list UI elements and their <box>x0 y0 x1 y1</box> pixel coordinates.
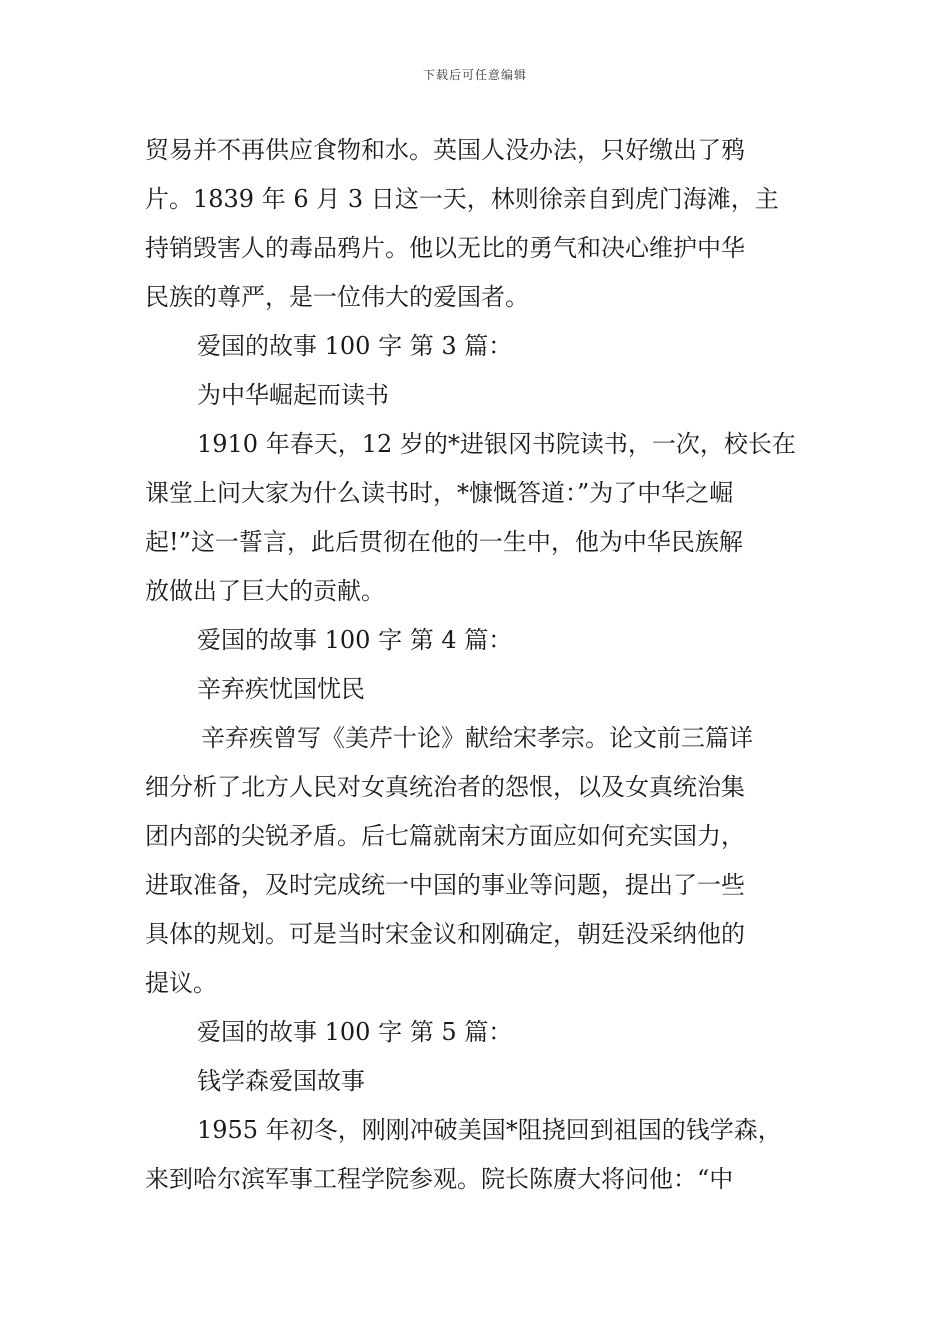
section-heading: 爱国的故事 100 字 第 4 篇： <box>197 626 513 654</box>
story-title: 为中华崛起而读书 <box>197 381 389 409</box>
paragraph-line: 1910 年春天，12 岁的*进银冈书院读书，一次，校长在 <box>197 430 796 458</box>
paragraph-line: 民族的尊严，是一位伟大的爱国者。 <box>145 283 529 311</box>
paragraph-line: 持销毁害人的毒品鸦片。他以无比的勇气和决心维护中华 <box>145 234 745 262</box>
paragraph-line: 1955 年初冬，刚刚冲破美国*阻挠回到祖国的钱学森， <box>197 1116 782 1144</box>
paragraph-line: 提议。 <box>145 969 217 997</box>
paragraph-line: 具体的规划。可是当时宋金议和刚确定，朝廷没采纳他的 <box>145 920 745 948</box>
paragraph-line: 辛弃疾曾写《美芹十论》献给宋孝宗。论文前三篇详 <box>201 724 753 752</box>
story-title: 钱学森爱国故事 <box>197 1067 365 1095</box>
paragraph-line: 进取准备，及时完成统一中国的事业等问题，提出了一些 <box>145 871 745 899</box>
paragraph-line: 起!”这一誓言，此后贯彻在他的一生中，他为中华民族解 <box>145 528 743 556</box>
section-heading: 爱国的故事 100 字 第 5 篇： <box>197 1018 513 1046</box>
paragraph-line: 贸易并不再供应食物和水。英国人没办法，只好缴出了鸦 <box>145 136 745 164</box>
paragraph-line: 放做出了巨大的贡献。 <box>145 577 385 605</box>
paragraph-line: 来到哈尔滨军事工程学院参观。院长陈赓大将问他：“中 <box>145 1165 734 1193</box>
paragraph-line: 团内部的尖锐矛盾。后七篇就南宋方面应如何充实国力， <box>145 822 745 850</box>
section-heading: 爱国的故事 100 字 第 3 篇： <box>197 332 513 360</box>
document-body <box>145 126 813 1204</box>
page-header: 下载后可任意编辑 <box>422 68 527 82</box>
paragraph-line: 片。1839 年 6 月 3 日这一天，林则徐亲自到虎门海滩，主 <box>145 185 779 213</box>
paragraph-line: 课堂上问大家为什么读书时，*慷慨答道：”为了中华之崛 <box>145 479 734 507</box>
paragraph-line: 细分析了北方人民对女真统治者的怨恨，以及女真统治集 <box>145 773 745 801</box>
story-title: 辛弃疾忧国忧民 <box>197 675 365 703</box>
